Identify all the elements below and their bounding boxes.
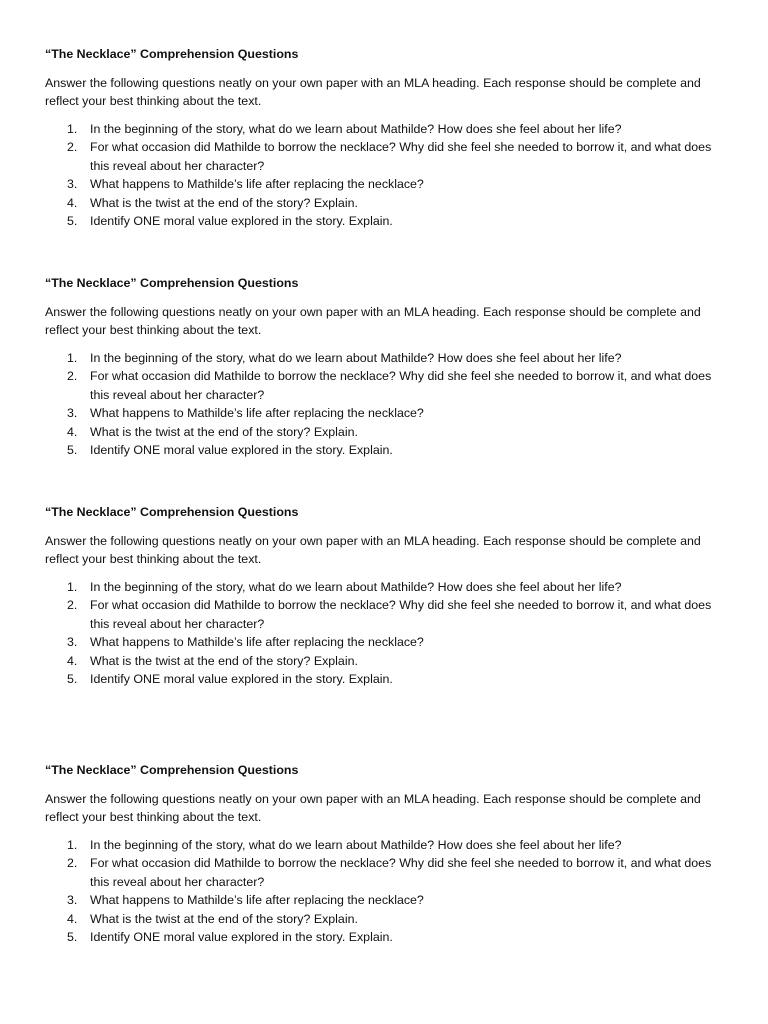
question-block-1 (45, 45, 735, 231)
question-list (45, 578, 735, 689)
question-number: 1. (67, 121, 78, 136)
question-number: 1. (67, 579, 78, 594)
question-block-3 (45, 503, 735, 689)
question-number: 2. (67, 598, 78, 612)
instructions-line-1: Answer the following questions neatly on your own paper with an MLA heading. Each response should be complete and (45, 791, 701, 806)
question-item (45, 349, 735, 368)
question-item (45, 836, 735, 855)
question-number: 2. (67, 856, 78, 870)
instructions-line-1: Answer the following questions neatly on your own paper with an MLA heading. Each response should be complete and (45, 304, 701, 319)
question-item (45, 670, 735, 689)
worksheet-title: “The Necklace” Comprehension Questions (45, 276, 299, 290)
question-text: For what occasion did Mathilde to borrow the necklace? Why did she feel she needed to borrow it, and what does this reveal about her character? (90, 598, 712, 631)
question-number: 3. (67, 406, 78, 420)
question-text: What happens to Mathilde’s life after replacing the necklace? (90, 893, 424, 907)
question-text: What happens to Mathilde’s life after replacing the necklace? (90, 177, 424, 191)
instructions-line-2: reflect your best thinking about the text. (45, 94, 262, 108)
question-number: 2. (67, 369, 78, 383)
question-number: 4. (67, 653, 78, 668)
question-number: 5. (67, 930, 78, 944)
worksheet-title: “The Necklace” Comprehension Questions (45, 47, 299, 61)
instructions-line-2: reflect your best thinking about the text. (45, 552, 262, 566)
question-text: What is the twist at the end of the story? Explain. (90, 424, 358, 439)
question-item (45, 367, 735, 404)
question-number: 5. (67, 672, 78, 686)
question-text: In the beginning of the story, what do we learn about Mathilde? How does she feel about her life? (90, 121, 622, 136)
question-item (45, 928, 735, 947)
question-item (45, 175, 735, 194)
worksheet-title: “The Necklace” Comprehension Questions (45, 763, 299, 777)
question-text: What happens to Mathilde’s life after replacing the necklace? (90, 635, 424, 649)
question-item (45, 891, 735, 910)
question-item (45, 578, 735, 597)
question-number: 2. (67, 140, 78, 154)
instructions (45, 303, 735, 340)
question-item (45, 212, 735, 231)
question-number: 4. (67, 911, 78, 926)
instructions (45, 790, 735, 827)
question-text: For what occasion did Mathilde to borrow the necklace? Why did she feel she needed to borrow it, and what does this reveal about her character? (90, 856, 712, 889)
question-number: 5. (67, 443, 78, 457)
instructions-line-2: reflect your best thinking about the text. (45, 810, 262, 824)
question-number: 3. (67, 177, 78, 191)
question-list (45, 836, 735, 947)
question-number: 1. (67, 350, 78, 365)
question-text: Identify ONE moral value explored in the story. Explain. (90, 443, 393, 457)
question-item (45, 652, 735, 671)
question-item (45, 910, 735, 929)
instructions-line-1: Answer the following questions neatly on your own paper with an MLA heading. Each response should be complete and (45, 75, 701, 90)
question-text: Identify ONE moral value explored in the story. Explain. (90, 214, 393, 228)
instructions (45, 532, 735, 569)
instructions (45, 74, 735, 111)
question-text: What is the twist at the end of the story? Explain. (90, 911, 358, 926)
question-block-4 (45, 761, 735, 947)
question-text: What is the twist at the end of the story? Explain. (90, 653, 358, 668)
question-number: 4. (67, 195, 78, 210)
question-text: What happens to Mathilde’s life after replacing the necklace? (90, 406, 424, 420)
question-number: 5. (67, 214, 78, 228)
question-text: For what occasion did Mathilde to borrow the necklace? Why did she feel she needed to borrow it, and what does this reveal about her character? (90, 140, 712, 173)
question-text: For what occasion did Mathilde to borrow the necklace? Why did she feel she needed to borrow it, and what does this reveal about her character? (90, 369, 712, 402)
question-text: In the beginning of the story, what do we learn about Mathilde? How does she feel about her life? (90, 579, 622, 594)
question-number: 1. (67, 837, 78, 852)
question-number: 3. (67, 635, 78, 649)
question-item (45, 441, 735, 460)
question-list (45, 349, 735, 460)
question-text: In the beginning of the story, what do we learn about Mathilde? How does she feel about her life? (90, 350, 622, 365)
question-item (45, 120, 735, 139)
question-text: Identify ONE moral value explored in the story. Explain. (90, 930, 393, 944)
question-item (45, 138, 735, 175)
instructions-line-2: reflect your best thinking about the text. (45, 323, 262, 337)
question-text: In the beginning of the story, what do we learn about Mathilde? How does she feel about her life? (90, 837, 622, 852)
worksheet-title: “The Necklace” Comprehension Questions (45, 505, 299, 519)
question-block-2 (45, 274, 735, 460)
question-item (45, 423, 735, 442)
question-item (45, 596, 735, 633)
question-item (45, 854, 735, 891)
question-number: 4. (67, 424, 78, 439)
question-item (45, 194, 735, 213)
question-item (45, 633, 735, 652)
question-number: 3. (67, 893, 78, 907)
question-item (45, 404, 735, 423)
instructions-line-1: Answer the following questions neatly on your own paper with an MLA heading. Each response should be complete and (45, 533, 701, 548)
question-text: What is the twist at the end of the story? Explain. (90, 195, 358, 210)
question-text: Identify ONE moral value explored in the story. Explain. (90, 672, 393, 686)
question-list (45, 120, 735, 231)
